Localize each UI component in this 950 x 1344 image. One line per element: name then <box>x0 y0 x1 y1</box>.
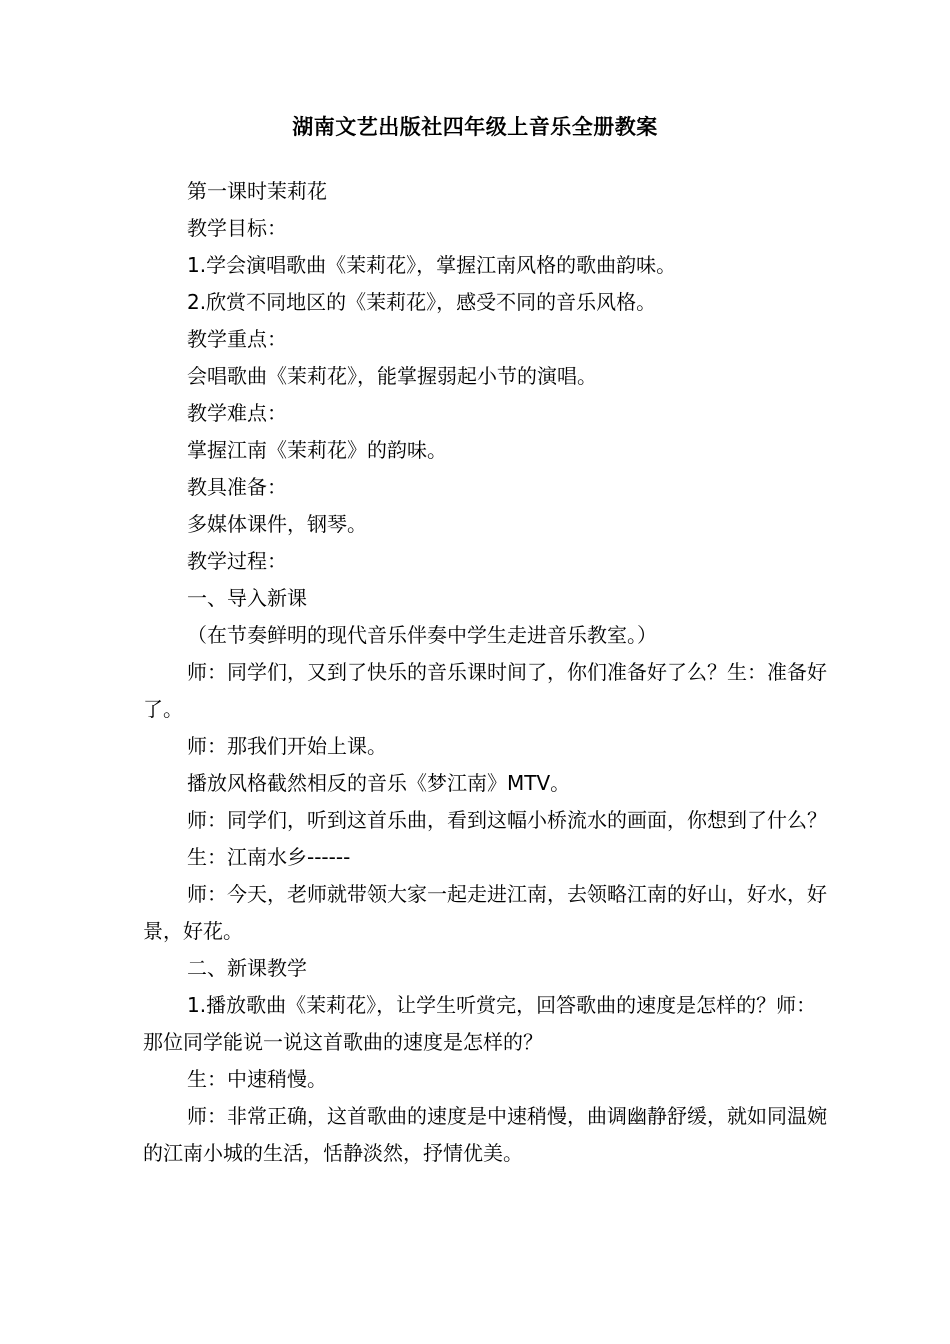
paragraph: 二、新课教学 <box>187 956 307 980</box>
paragraph: 生：中速稍慢。 <box>187 1067 327 1091</box>
paragraph: 教学重点： <box>187 327 287 351</box>
paragraph: 教学过程： <box>187 549 287 573</box>
paragraph: 第一课时茉莉花 <box>187 179 327 203</box>
paragraph: 师：同学们，听到这首乐曲，看到这幅小桥流水的画面，你想到了什么？ <box>187 808 827 832</box>
paragraph: 会唱歌曲《茉莉花》，能掌握弱起小节的演唱。 <box>187 364 597 388</box>
paragraph: 1.学会演唱歌曲《茉莉花》，掌握江南风格的歌曲韵味。 <box>187 253 677 277</box>
paragraph: 师：今天，老师就带领大家一起走进江南，去领略江南的好山，好水，好景，好花。 <box>143 882 827 943</box>
paragraph: 教学难点： <box>187 401 287 425</box>
paragraph: 师：同学们，又到了快乐的音乐课时间了，你们准备好了么？生：准备好了。 <box>143 660 827 721</box>
paragraph: 1.播放歌曲《茉莉花》，让学生听赏完，回答歌曲的速度是怎样的？师：那位同学能说一说这首歌曲的速度是怎样的？ <box>143 993 817 1054</box>
paragraph: 播放风格截然相反的音乐《梦江南》MTV。 <box>187 771 571 795</box>
paragraph: 一、导入新课 <box>187 586 307 610</box>
paragraph: 2.欣赏不同地区的《茉莉花》，感受不同的音乐风格。 <box>187 290 657 314</box>
paragraph: 师：非常正确，这首歌曲的速度是中速稍慢，曲调幽静舒缓，就如同温婉的江南小城的生活，恬静淡然，抒情优美。 <box>143 1104 827 1165</box>
paragraph: 多媒体课件，钢琴。 <box>187 512 367 536</box>
document-title: 湖南文艺出版社四年级上音乐全册教案 <box>292 115 658 139</box>
paragraph: 教具准备： <box>187 475 287 499</box>
document-body <box>143 173 827 1172</box>
paragraph: 师：那我们开始上课。 <box>187 734 387 758</box>
paragraph: （在节奏鲜明的现代音乐伴奏中学生走进音乐教室。） <box>187 623 657 647</box>
paragraph: 教学目标： <box>187 216 287 240</box>
paragraph: 生：江南水乡------ <box>187 845 351 869</box>
paragraph: 掌握江南《茉莉花》的韵味。 <box>187 438 447 462</box>
